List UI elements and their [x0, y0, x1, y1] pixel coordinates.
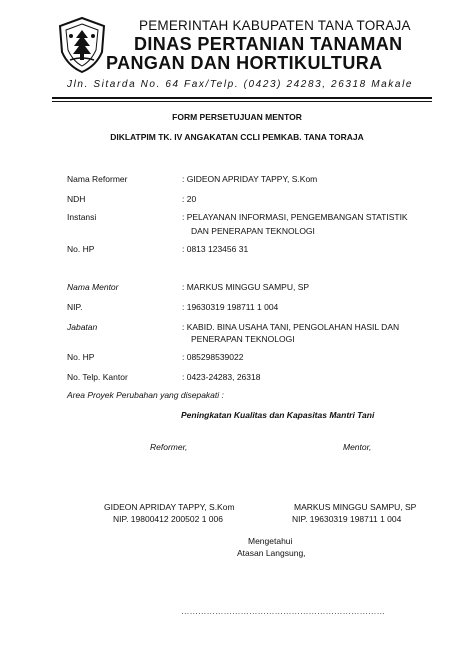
letterhead-agency-line1: DINAS PERTANIAN TANAMAN: [134, 34, 403, 54]
superior-signature-line: ………………………………………………………………: [181, 606, 385, 616]
mentor-signature-label: Mentor,: [343, 442, 372, 452]
jabatan-value-line1: : KABID. BINA USAHA TANI, PENGOLAHAN HASIL DAN: [182, 322, 400, 332]
office-phone-label: No. Telp. Kantor: [67, 372, 128, 382]
mentor-name-value: : MARKUS MINGGU SAMPU, SP: [182, 282, 310, 292]
letterhead-rule-thin: [52, 101, 432, 102]
reformer-signature-nip: NIP. 19800412 200502 1 006: [113, 514, 223, 524]
instansi-value-line2: DAN PENERAPAN TEKNOLOGI: [191, 226, 315, 236]
letterhead-agency-line2: PANGAN DAN HORTIKULTURA: [106, 53, 383, 73]
mentor-signature-nip: NIP. 19630319 198711 1 004: [292, 514, 402, 524]
mentor-hp-value: : 085298539022: [182, 352, 244, 362]
form-title: FORM PERSETUJUAN MENTOR: [172, 112, 302, 122]
mentor-hp-label: No. HP: [67, 352, 95, 362]
superior-label: Atasan Langsung,: [237, 548, 306, 558]
reformer-hp-value: : 0813 123456 31: [182, 244, 249, 254]
reformer-name-value: : GIDEON APRIDAY TAPPY, S.Kom: [182, 174, 318, 184]
instansi-label: Instansi: [67, 212, 97, 222]
instansi-value-line1: : PELAYANAN INFORMASI, PENGEMBANGAN STATISTIK: [182, 212, 408, 222]
letterhead-rule-thick: [52, 97, 432, 99]
form-subtitle: DIKLATPIM TK. IV ANGAKATAN CCLI PEMKAB. TANA TORAJA: [110, 132, 364, 142]
reformer-signature-label: Reformer,: [150, 442, 188, 452]
jabatan-value-line2: PENERAPAN TEKNOLOGI: [191, 334, 295, 344]
nip-value: : 19630319 198711 1 004: [182, 302, 279, 312]
ndh-label: NDH: [67, 194, 86, 204]
known-by-label: Mengetahui: [248, 536, 293, 546]
mentor-signature-name: MARKUS MINGGU SAMPU, SP: [294, 502, 417, 512]
office-phone-value: : 0423-24283, 26318: [182, 372, 261, 382]
regency-emblem-logo: [56, 16, 108, 74]
reformer-signature-name: GIDEON APRIDAY TAPPY, S.Kom: [104, 502, 235, 512]
project-area-value: Peningkatan Kualitas dan Kapasitas Mantri Tani: [181, 410, 375, 420]
mentor-name-label: Nama Mentor: [67, 282, 119, 292]
reformer-hp-label: No. HP: [67, 244, 95, 254]
ndh-value: : 20: [182, 194, 197, 204]
letterhead-government: PEMERINTAH KABUPATEN TANA TORAJA: [139, 18, 411, 33]
project-area-label: Area Proyek Perubahan yang disepakati :: [67, 390, 224, 400]
jabatan-label: Jabatan: [67, 322, 98, 332]
letterhead-address: Jln. Sitarda No. 64 Fax/Telp. (0423) 24283, 26318 Makale: [67, 79, 414, 90]
nip-label: NIP.: [67, 302, 83, 312]
reformer-name-label: Nama Reformer: [67, 174, 128, 184]
